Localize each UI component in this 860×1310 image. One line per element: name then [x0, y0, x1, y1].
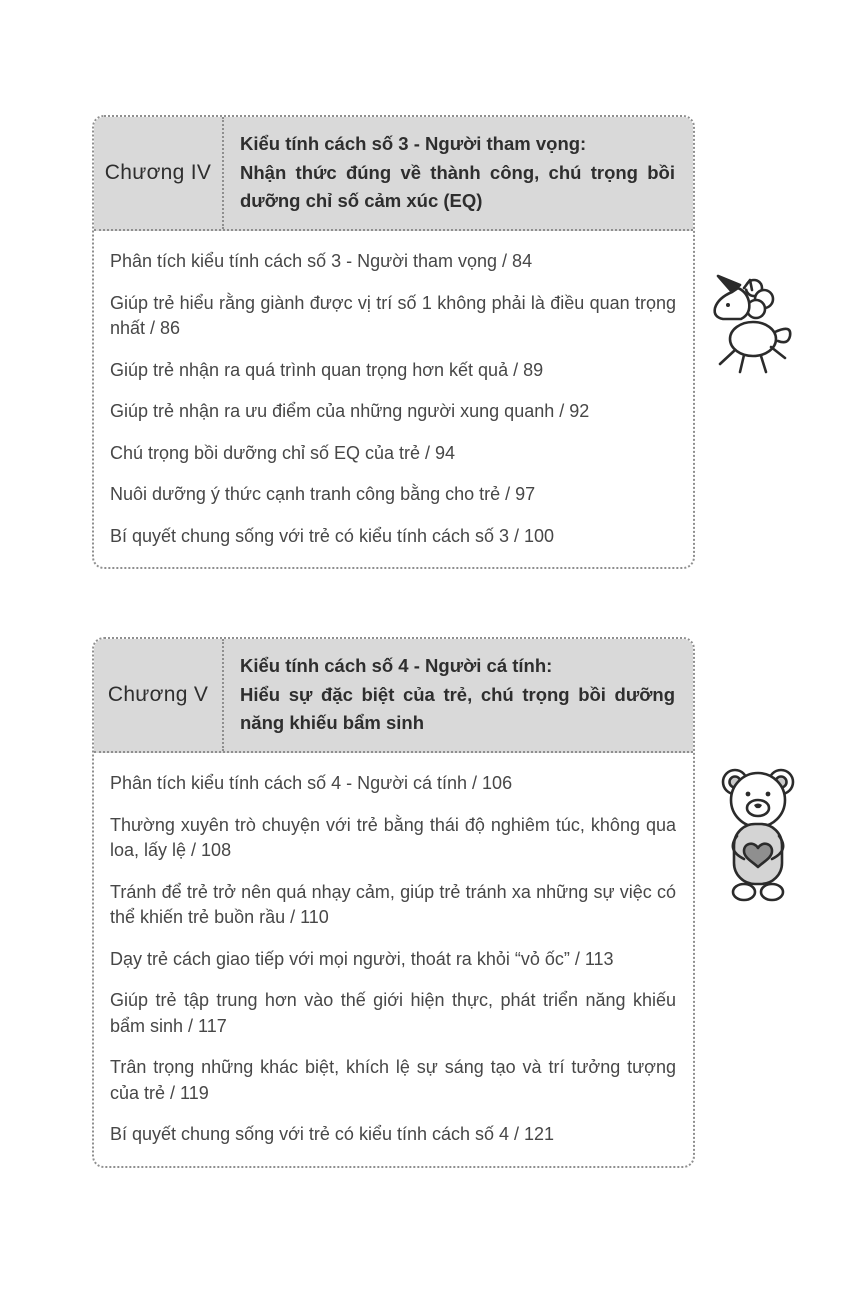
toc-entry: Thường xuyên trò chuyện với trẻ bằng thái độ nghiêm túc, không qua loa, lấy lệ / 108	[110, 814, 676, 861]
unicorn-icon	[698, 272, 802, 395]
chapter-block-4	[92, 115, 695, 569]
toc-entry: Trân trọng những khác biệt, khích lệ sự sáng tạo và trí tưởng tượng của trẻ / 119	[110, 1057, 676, 1103]
chapter-title-rest: Hiểu sự đặc biệt của trẻ, chú trọng bồi dưỡng năng khiếu bẩm sinh	[240, 683, 675, 734]
chapter-block-5	[92, 637, 695, 1168]
chapter-title-line1: Kiểu tính cách số 3 - Người tham vọng:	[240, 133, 587, 154]
chapter-title-line1: Kiểu tính cách số 4 - Người cá tính:	[240, 655, 553, 676]
chapter-header	[94, 639, 693, 753]
toc-entry: Giúp trẻ nhận ra ưu điểm của những người xung quanh / 92	[110, 401, 590, 422]
toc-entry-list	[94, 231, 693, 567]
chapter-title-rest: Nhận thức đúng về thành công, chú trọng bồi dưỡng chỉ số cảm xúc (EQ)	[240, 161, 675, 212]
toc-entry: Phân tích kiểu tính cách số 4 - Người cá tính / 106	[110, 773, 513, 794]
toc-entry: Bí quyết chung sống với trẻ có kiểu tính cách số 4 / 121	[110, 1124, 555, 1145]
chapter-title	[224, 117, 693, 229]
toc-entry: Dạy trẻ cách giao tiếp với mọi người, thoát ra khỏi “vỏ ốc” / 113	[110, 948, 614, 969]
chapter-label: Chương V	[94, 639, 224, 751]
toc-entry: Nuôi dưỡng ý thức cạnh tranh công bằng cho trẻ / 97	[110, 484, 536, 505]
toc-entry: Bí quyết chung sống với trẻ có kiểu tính cách số 3 / 100	[110, 525, 555, 546]
toc-entry: Tránh để trẻ trở nên quá nhạy cảm, giúp trẻ tránh xa những sự việc có thể khiến trẻ buồn rầu / 110	[110, 881, 676, 928]
toc-entry: Phân tích kiểu tính cách số 3 - Người tham vọng / 84	[110, 251, 533, 272]
toc-entry: Chú trọng bồi dưỡng chỉ số EQ của trẻ / 94	[110, 442, 456, 463]
toc-entry-list	[94, 753, 693, 1166]
chapter-label: Chương IV	[94, 117, 224, 229]
teddy-bear-icon	[706, 758, 810, 919]
chapter-title	[224, 639, 693, 751]
toc-entry: Giúp trẻ tập trung hơn vào thế giới hiện thực, phát triển năng khiếu bẩm sinh / 117	[110, 990, 676, 1036]
chapter-header	[94, 117, 693, 231]
toc-entry: Giúp trẻ nhận ra quá trình quan trọng hơn kết quả / 89	[110, 359, 544, 380]
toc-entry: Giúp trẻ hiểu rằng giành được vị trí số 1 không phải là điều quan trọng nhất / 86	[110, 292, 676, 339]
